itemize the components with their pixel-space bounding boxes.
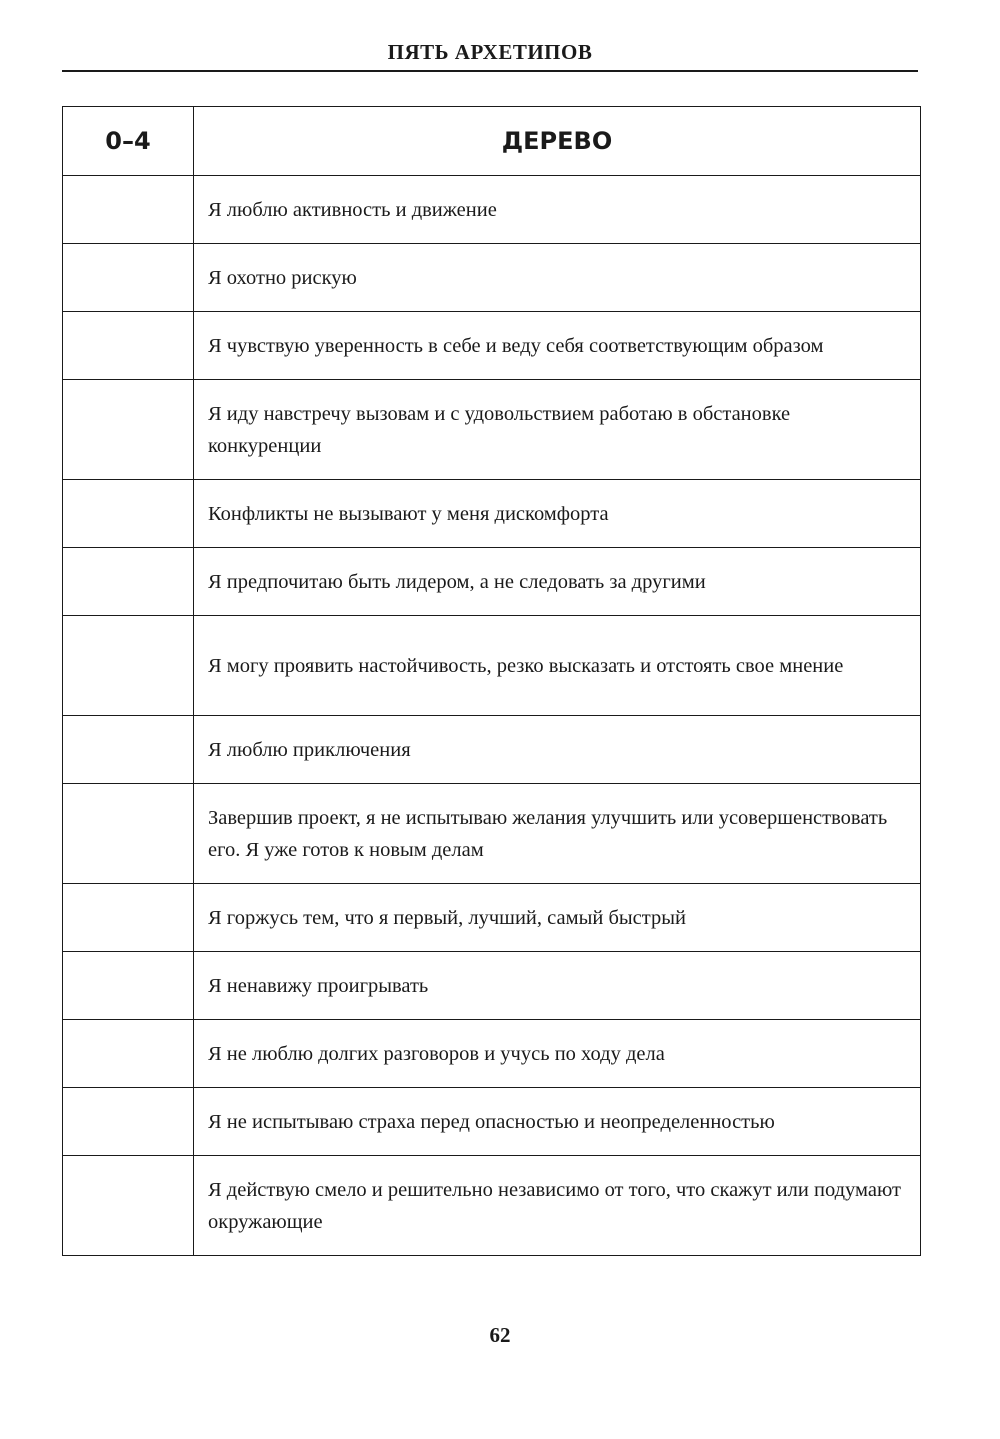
table-row [63,176,921,244]
score-cell[interactable] [63,884,194,952]
score-cell[interactable] [63,548,194,616]
running-head: ПЯТЬ АРХЕТИПОВ [387,40,593,64]
table-row [63,616,921,716]
table-row [63,784,921,884]
statement-cell: Я иду навстречу вызовам и с удовольствием работаю в обстановке конкуренции [194,380,921,480]
statement-cell: Я чувствую уверенность в себе и веду себя соответствующим образом [194,312,921,380]
score-cell[interactable] [63,480,194,548]
score-cell[interactable] [63,1088,194,1156]
score-cell[interactable] [63,380,194,480]
statement-cell: Завершив проект, я не испытываю желания улучшить или усовершенствовать его. Я уже готов к новым делам [194,784,921,884]
statement-cell: Я горжусь тем, что я первый, лучший, самый быстрый [194,884,921,952]
header-rule [62,70,918,72]
table-row [63,244,921,312]
table-row [63,548,921,616]
score-cell[interactable] [63,784,194,884]
score-cell[interactable] [63,1020,194,1088]
score-cell[interactable] [63,616,194,716]
score-column-header: 0–4 [63,107,194,176]
score-cell[interactable] [63,176,194,244]
score-cell[interactable] [63,1156,194,1256]
archetype-title-header: ДЕРЕВО [194,107,921,176]
score-cell[interactable] [63,952,194,1020]
table-row [63,380,921,480]
table-row [63,480,921,548]
table-row [63,1020,921,1088]
statement-cell: Я ненавижу проигрывать [194,952,921,1020]
table-row [63,952,921,1020]
statement-cell: Я предпочитаю быть лидером, а не следовать за другими [194,548,921,616]
score-cell[interactable] [63,312,194,380]
score-cell[interactable] [63,716,194,784]
statement-cell: Я охотно рискую [194,244,921,312]
table-row [63,716,921,784]
table-row [63,1088,921,1156]
table-header-row [63,107,921,176]
statement-cell: Я не испытываю страха перед опасностью и неопределенностью [194,1088,921,1156]
table-row [63,884,921,952]
statement-cell: Я не люблю долгих разговоров и учусь по ходу дела [194,1020,921,1088]
statement-cell: Я люблю активность и движение [194,176,921,244]
statement-cell: Конфликты не вызывают у меня дискомфорта [194,480,921,548]
table-row [63,312,921,380]
page-number: 62 [489,1323,511,1347]
statement-cell: Я люблю приключения [194,716,921,784]
table-row [63,1156,921,1256]
statement-cell: Я действую смело и решительно независимо от того, что скажут или подумают окружающие [194,1156,921,1256]
statement-cell: Я могу проявить настойчивость, резко высказать и отстоять свое мнение [194,616,921,716]
questionnaire-table [62,106,921,1256]
score-cell[interactable] [63,244,194,312]
